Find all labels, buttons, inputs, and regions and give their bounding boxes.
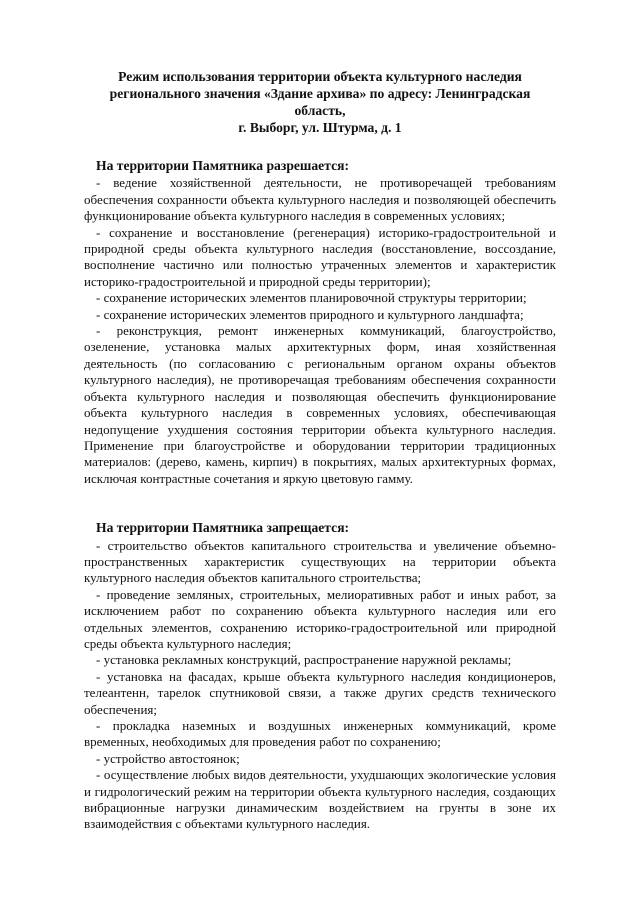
list-item: - реконструкция, ремонт инженерных коммуникаций, благоустройство, озеленение, установка малых архитектурных форм, иная хозяйственная деятельность (по согласованию с региональным органом охраны объектов культурного наследия), не противоречащая требованиям обеспечения сохранности объекта культурного наследия и позволяющая обеспечить функционирование объекта культурного наследия в современных условиях, обеспечивающая недопущение ухудшения состояния территории объекта культурного наследия. Применение при благоустройстве и оборудовании территории традиционных материалов: (дерево, камень, кирпич) в покрытиях, малых архитектурных формах, исключая контрастные сочетания и яркую цветовую гамму.	[84, 323, 556, 486]
title-line: Режим использования территории объекта культурного наследия	[118, 69, 522, 84]
list-item: - проведение земляных, строительных, мелиоративных работ и иных работ, за исключением работ по сохранению объекта культурного наследия или его отдельных элементов, сохранению историко-градостроительной или природной среды объекта культурного наследия;	[84, 586, 556, 651]
section-prohibited	[84, 520, 556, 833]
title-line: г. Выборг, ул. Штурма, д. 1	[238, 120, 402, 135]
list-item: - строительство объектов капитального строительства и увеличение объемно-пространственных характеристик существующих на территории объекта культурного наследия объектов капитального строительства;	[84, 537, 556, 586]
list-item: - установка рекламных конструкций, распространение наружной рекламы;	[96, 652, 512, 668]
section-heading: На территории Памятника запрещается:	[96, 520, 350, 536]
list-item: - прокладка наземных и воздушных инженерных коммуникаций, кроме временных, необходимых для проведения работ по сохранению;	[84, 718, 556, 750]
list-item: - сохранение и восстановление (регенерация) историко-градостроительной и природной среды объекта культурного наследия (восстановление, воссоздание, восполнение частично или полностью утраченных элементов и характеристик историко-градостроительной и природной среды территории);	[84, 224, 556, 289]
document-title	[84, 68, 556, 136]
section-spacer	[84, 487, 556, 520]
list-item: - установка на фасадах, крыше объекта культурного наследия кондиционеров, телеантенн, тарелок спутниковой связи, а также других средств технического обеспечения;	[84, 668, 556, 717]
list-item: - сохранение исторических элементов планировочной структуры территории;	[96, 290, 527, 306]
title-line: регионального значения «Здание архива» по адресу: Ленинградская область,	[109, 86, 531, 118]
list-item: - осуществление любых видов деятельности, ухудшающих экологические условия и гидрологический режим на территории объекта культурного наследия, создающих вибрационные нагрузки динамическим воздействием на грунты в зоне их взаимодействия с объектами культурного наследия.	[84, 767, 556, 832]
list-item: - сохранение исторических элементов природного и культурного ландшафта;	[96, 306, 524, 322]
section-heading: На территории Памятника разрешается:	[96, 158, 349, 173]
section-permitted	[84, 158, 556, 487]
list-item: - ведение хозяйственной деятельности, не противоречащей требованиям обеспечения сохранности объекта культурного наследия и позволяющей обеспечить функционирование объекта культурного наследия в современных условиях;	[84, 175, 556, 224]
list-item: - устройство автостоянок;	[96, 750, 240, 766]
